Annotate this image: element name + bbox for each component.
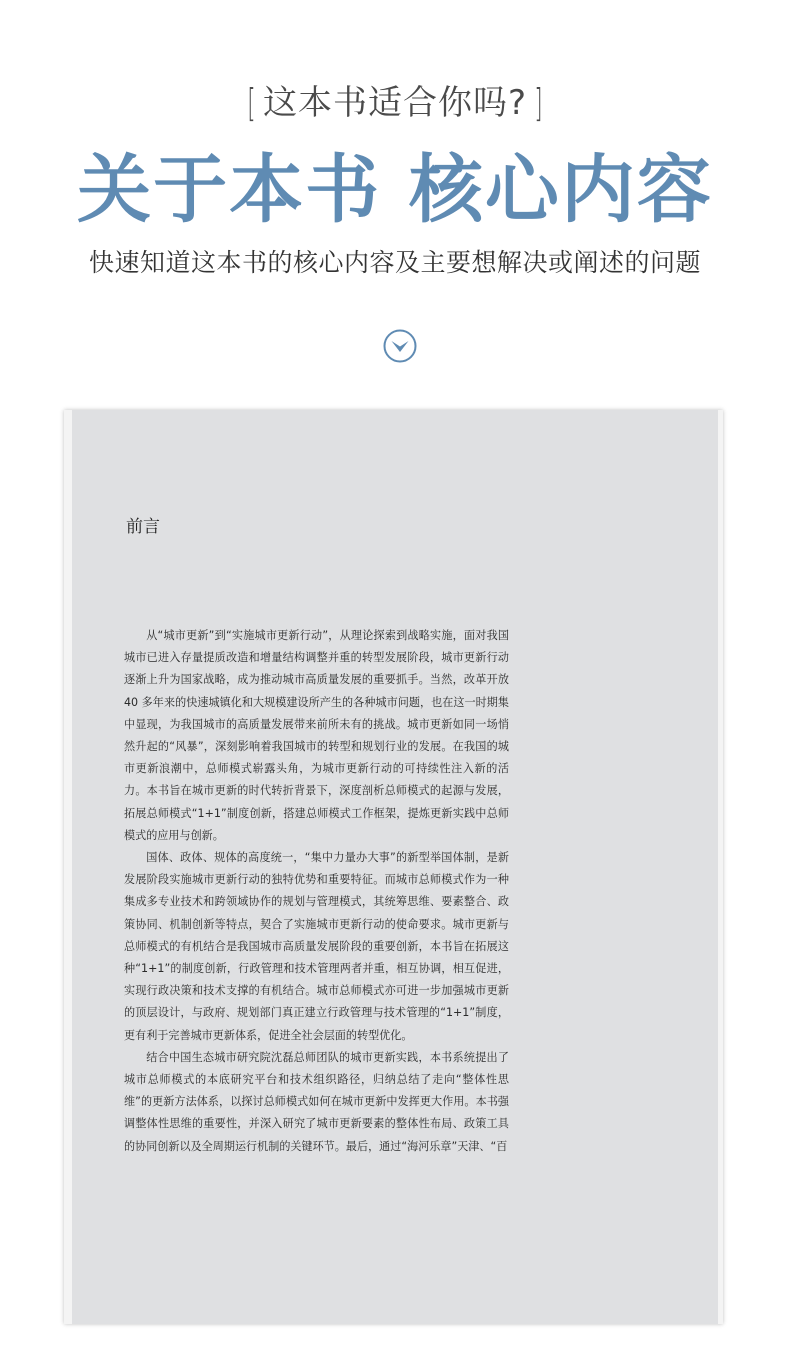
document-page <box>64 410 723 1324</box>
document-title: 前言 <box>126 517 160 537</box>
bracket-right: ] <box>534 81 543 125</box>
kicker-text: 这本书适合你吗? <box>262 83 528 123</box>
paragraph: 结合中国生态城市研究院沈磊总师团队的城市更新实践，本书系统提出了城市总师模式的本底研究平台和技术组织路径，归纳总结了走向“整体性思维”的更新方法体系，以探讨总师模式如何在城市更新中发挥更大作用。本书强调整体性思维的重要性，并深入研究了城市更新要素的整体性布局、政策工具的协同创新以及全周期运行机制的关键环节。最后，通过“海河乐章”天津、“百 <box>124 1050 509 1153</box>
chevron-down-circle-icon[interactable] <box>383 329 417 363</box>
paragraph: 从“城市更新”到“实施城市更新行动”，从理论探索到战略实施，面对我国城市已进入存量提质改造和增量结构调整并重的转型发展阶段，城市更新行动逐渐上升为国家战略，成为推动城市高质量发展的重要抓手。当然，改革开放 40 多年来的快速城镇化和大规模建设所产生的各种城市问题，也在这一时期集中显现，为我国城市的高质量发展带来前所未有的挑战。城市更新如同一场悄然升起的“风暴”，深刻影响着我国城市的转型和规划行业的发展。在我国的城市更新浪潮中，总师模式崭露头角，为城市更新行动的可持续性注入新的活力。本书旨在城市更新的时代转折背景下，深度剖析总师模式的起源与发展，拓展总师模式“1+1”制度创新，搭建总师模式工作框架，提炼更新实践中总师模式的应用与创新。 <box>124 629 509 842</box>
page-subline: 快速知道这本书的核心内容及主要想解决或阐述的问题 <box>88 248 701 277</box>
paragraph: 国体、政体、规体的高度统一，“集中力量办大事”的新型举国体制，是新发展阶段实施城市更新行动的独特优势和重要特征。而城市总师模式作为一种集成多专业技术和跨领域协作的规划与管理模式，其统筹思维、要素整合、政策协同、机制创新等特点，契合了实施城市更新行动的使命要求。城市更新与总师模式的有机结合是我国城市高质量发展阶段的重要创新，本书旨在拓展这种“1+1”的制度创新，行政管理和技术管理两者并重，相互协调，相互促进，实现行政决策和技术支撑的有机结合。城市总师模式亦可进一步加强城市更新的顶层设计，与政府、规划部门真正建立行政管理与技术管理的“1+1”制度，更有利于完善城市更新体系，促进全社会层面的转型优化。 <box>124 851 509 1042</box>
document-body <box>124 625 509 1158</box>
bracket-left: [ <box>247 81 256 125</box>
section-kicker <box>0 80 790 126</box>
page-headline: 关于本书 核心内容 <box>77 147 713 233</box>
